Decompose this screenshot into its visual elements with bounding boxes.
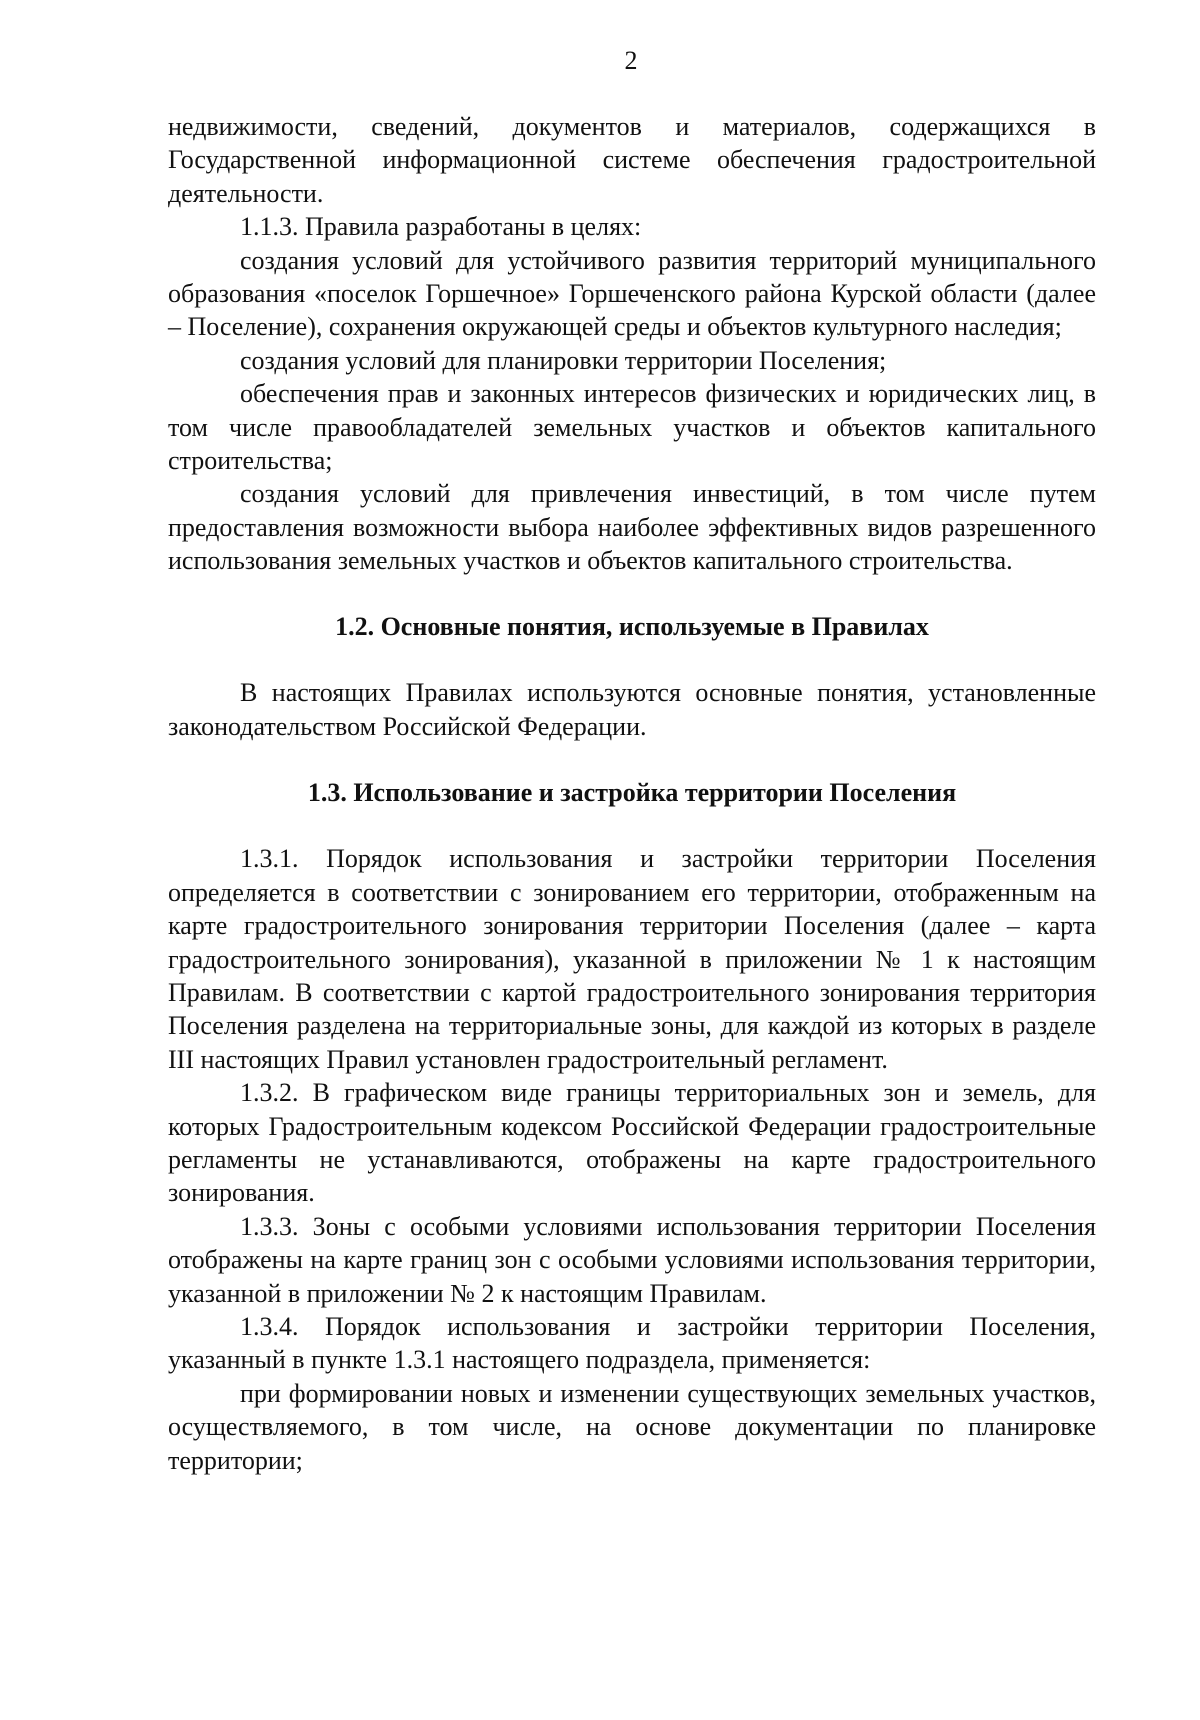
paragraph-1-3-3: 1.3.3. Зоны с особыми условиями использования территории Поселения отображены на карте границ зон с особыми условиями использования территории, указанной в приложении № 2 к настоящим Правилам. (168, 1211, 1096, 1308)
section-heading-1-2: 1.2. Основные понятия, используемые в Правилах (335, 611, 929, 641)
paragraph-1-2: В настоящих Правилах используются основные понятия, установленные законодательством Российской Федерации. (168, 678, 1096, 741)
paragraph-goal-investment: создания условий для привлечения инвестиций, в том числе путем предоставления возможности выбора наиболее эффективных видов разрешенного использования земельных участков и объектов капитального строительства. (168, 479, 1096, 576)
paragraph-1-3-1: 1.3.1. Порядок использования и застройки территории Поселения определяется в соответствии с зонированием его территории, отображенным на карте градостроительного зонирования территории Поселения (далее – карта градостроительного зонирования), указанной в приложении № 1 к настоящим Правилам. В соответствии с картой градостроительного зонирования территория Поселения разделена на территориальные зоны, для каждой из которых в разделе III настоящих Правил установлен градостроительный регламент. (168, 844, 1096, 1074)
paragraph-1-3-4: 1.3.4. Порядок использования и застройки территории Поселения, указанный в пункте 1.3.1 настоящего подраздела, применяется: (168, 1312, 1096, 1375)
paragraph-goal-development: создания условий для устойчивого развития территорий муниципального образования «поселок Горшечное» Горшеченского района Курской области (далее – Поселение), сохранения окружающей среды и объектов культурного наследия; (168, 245, 1096, 342)
paragraph-1-3-4-item: при формировании новых и изменении существующих земельных участков, осуществляемого, в том числе, на основе документации по планировке территории; (168, 1378, 1096, 1475)
page-number: 2 (624, 46, 638, 75)
paragraph-goal-rights: обеспечения прав и законных интересов физических и юридических лиц, в том числе правообладателей земельных участков и объектов капитального строительства; (168, 379, 1096, 476)
paragraph-goal-planning: создания условий для планировки территории Поселения; (240, 345, 887, 375)
paragraph-continuation: недвижимости, сведений, документов и материалов, содержащихся в Государственной информационной системе обеспечения градостроительной деятельности. (168, 112, 1096, 208)
paragraph-1-3-2: 1.3.2. В графическом виде границы территориальных зон и земель, для которых Градостроительным кодексом Российской Федерации градостроительные регламенты не устанавливаются, отображены на карте градостроительного зонирования. (168, 1078, 1096, 1208)
section-heading-1-3: 1.3. Использование и застройка территории Поселения (307, 777, 957, 807)
document-body (168, 110, 1096, 1477)
paragraph-1-1-3: 1.1.3. Правила разработаны в целях: (240, 212, 642, 242)
